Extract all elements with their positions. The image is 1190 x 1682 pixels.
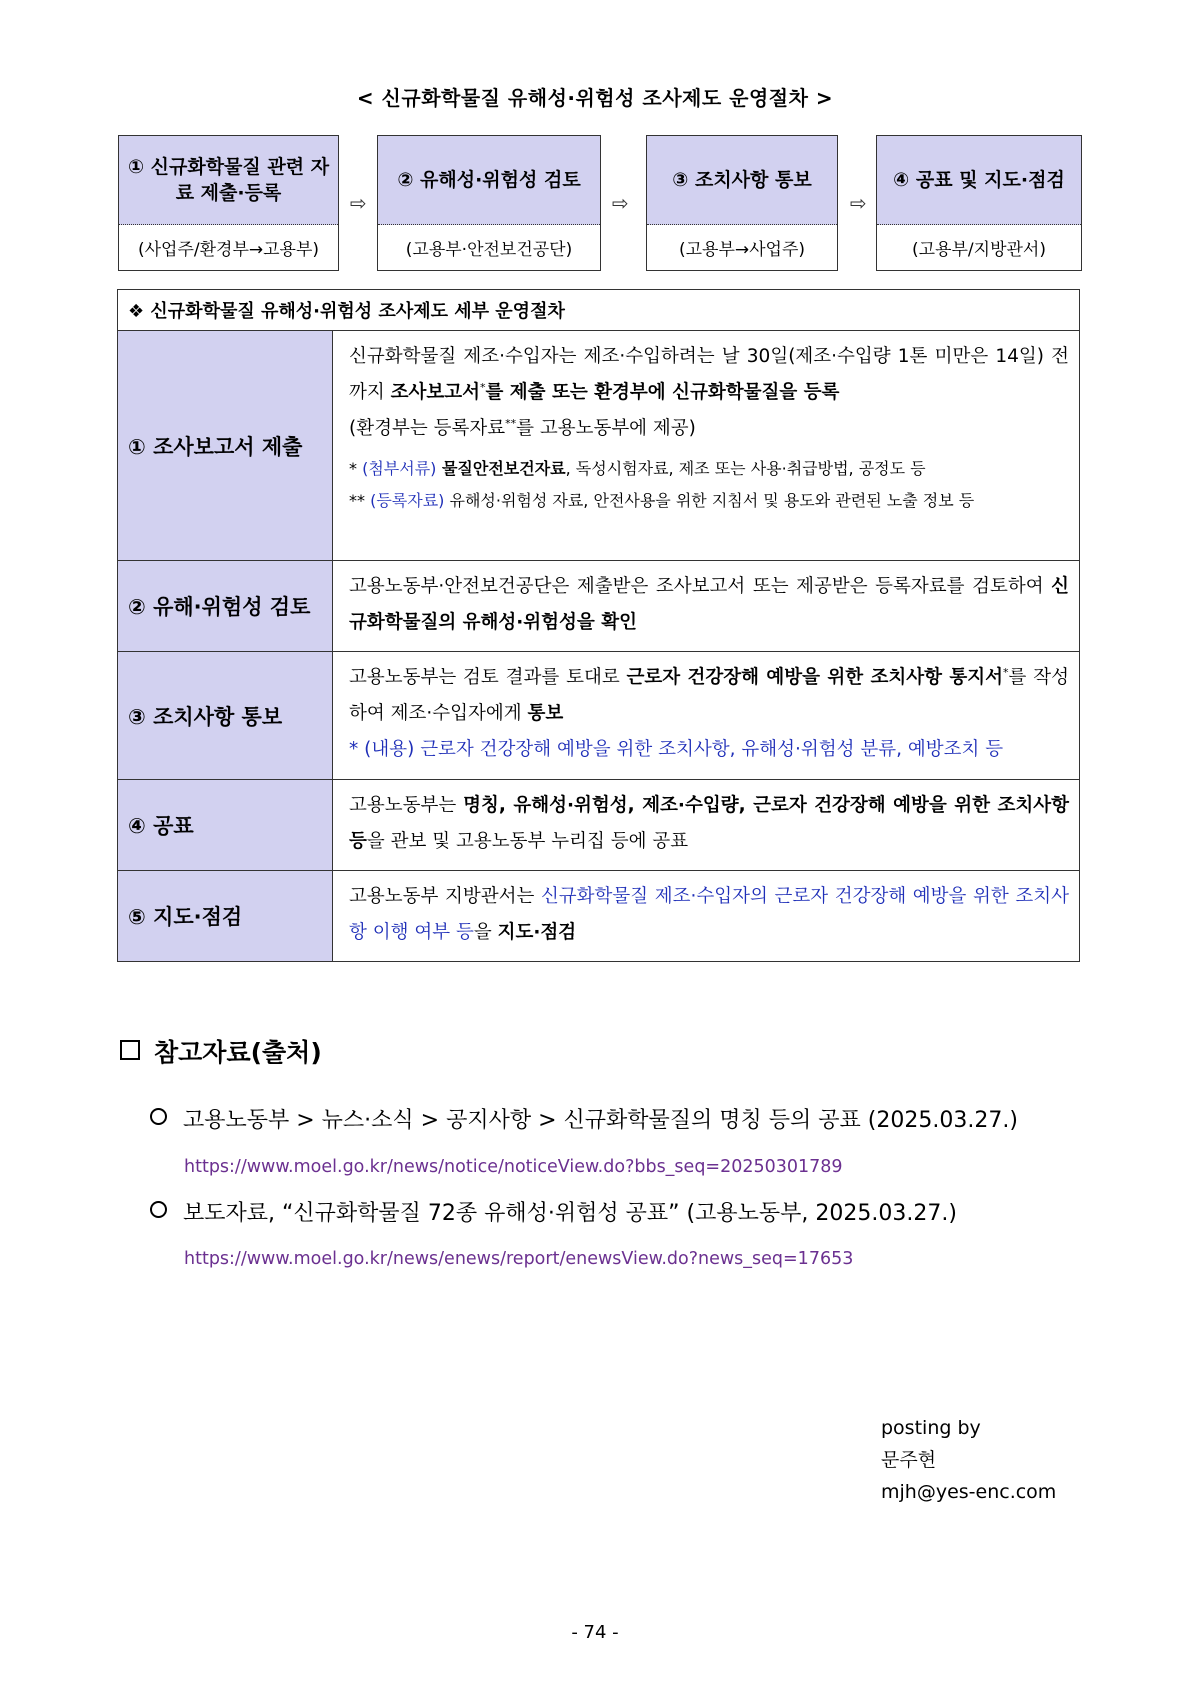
row-content: 고용노동부는 명칭, 유해성·위험성, 제조·수입량, 근로자 건강장해 예방을 위한 조치사항 등을 관보 및 고용노동부 누리집 등에 공표 xyxy=(349,795,1069,852)
flow-step-sub: (고용부·안전보건공단) xyxy=(405,239,573,260)
row-content: 신규화학물질 제조·수입자는 제조·수입하려는 날 30일(제조·수입량 1톤 미만은 14일) 전까지 조사보고서*를 제출 또는 환경부에 신규화학물질을 등록 (환경부는 등록자료**를 고용노동부에 제공) * (첨부서류) 물질안전보건자료, 독성시험자료, 제조 또는 사용·취급방법, 공정도 등 ** (등록자료) 유해성·위험성 자료, 안전사용을 위한 지침서 및 용도와 관련된 노출 정보 등 xyxy=(349,346,1069,510)
flow-step-1 xyxy=(118,135,339,271)
detail-table-header: ❖ 신규화학물질 유해성·위험성 조사제도 세부 운영절차 xyxy=(118,290,1079,331)
arrow-right-icon: ⇨ xyxy=(612,191,629,215)
arrow-right-icon: ⇨ xyxy=(350,191,367,215)
flow-step-title: ③ 조치사항 통보 xyxy=(647,136,837,225)
row-content: 고용노동부·안전보건공단은 제출받은 조사보고서 또는 제공받은 등록자료를 검토하여 신규화학물질의 유해성·위험성을 확인 xyxy=(349,576,1069,633)
square-bullet-icon xyxy=(120,1040,140,1060)
flow-step-sub: (고용부/지방관서) xyxy=(912,239,1046,260)
detail-table xyxy=(117,289,1080,962)
row-content: 고용노동부 지방관서는 신규화학물질 제조·수입자의 근로자 건강장해 예방을 위한 조치사항 이행 여부 등을 지도·점검 xyxy=(349,886,1069,943)
flow-step-title: ② 유해성·위험성 검토 xyxy=(378,136,600,225)
poster-email: mjh@yes-enc.com xyxy=(881,1481,1057,1503)
page-title: < 신규화학물질 유해성·위험성 조사제도 운영절차 > xyxy=(356,86,834,110)
reference-item xyxy=(150,1196,957,1227)
flow-step-sub: (고용부→사업주) xyxy=(678,239,806,260)
circle-bullet-icon xyxy=(150,1108,167,1125)
circle-bullet-icon xyxy=(150,1201,167,1218)
reference-text: 고용노동부 > 뉴스·소식 > 공지사항 > 신규화학물질의 명칭 등의 공표 (2025.03.27.) xyxy=(183,1108,1018,1133)
flow-step-title: ① 신규화학물질 관련 자료 제출·등록 xyxy=(119,136,338,225)
posting-by: posting by xyxy=(881,1417,981,1439)
row-label: ④ 공표 xyxy=(118,780,333,870)
row-label: ① 조사보고서 제출 xyxy=(118,331,333,560)
detail-row-report xyxy=(118,331,1079,561)
row-label: ③ 조치사항 통보 xyxy=(118,652,333,779)
arrow-right-icon: ⇨ xyxy=(850,191,867,215)
flow-step-title: ④ 공표 및 지도·점검 xyxy=(877,136,1081,225)
reference-item xyxy=(150,1103,1018,1134)
flow-step-3 xyxy=(646,135,838,271)
row-content: 고용노동부는 검토 결과를 토대로 근로자 건강장해 예방을 위한 조치사항 통지서*를 작성하여 제조·수입자에게 통보 * (내용) 근로자 건강장해 예방을 위한 조치사항, 유해성·위험성 분류, 예방조치 등 xyxy=(349,665,1069,760)
flow-step-sub: (사업주/환경부→고용부) xyxy=(137,239,320,260)
poster-info xyxy=(881,1412,1056,1508)
flow-step-4 xyxy=(876,135,1082,271)
detail-row-notice xyxy=(118,652,1079,780)
detail-row-inspect xyxy=(118,871,1079,961)
detail-row-announce xyxy=(118,780,1079,871)
detail-row-review xyxy=(118,561,1079,652)
references-heading: 참고자료(출처) xyxy=(120,1033,322,1069)
row-label: ⑤ 지도·점검 xyxy=(118,871,333,961)
row-label: ② 유해·위험성 검토 xyxy=(118,561,333,651)
procedure-flow xyxy=(118,135,1078,271)
page-number: - 74 - xyxy=(571,1622,619,1643)
flow-step-2 xyxy=(377,135,601,271)
reference-link[interactable]: https://www.moel.go.kr/news/notice/noticeView.do?bbs_seq=20250301789 xyxy=(184,1157,843,1177)
reference-text: 보도자료, “신규화학물질 72종 유해성·위험성 공표” (고용노동부, 2025.03.27.) xyxy=(183,1201,957,1226)
reference-link[interactable]: https://www.moel.go.kr/news/enews/report/enewsView.do?news_seq=17653 xyxy=(184,1249,854,1269)
poster-name: 문주현 xyxy=(881,1449,937,1471)
